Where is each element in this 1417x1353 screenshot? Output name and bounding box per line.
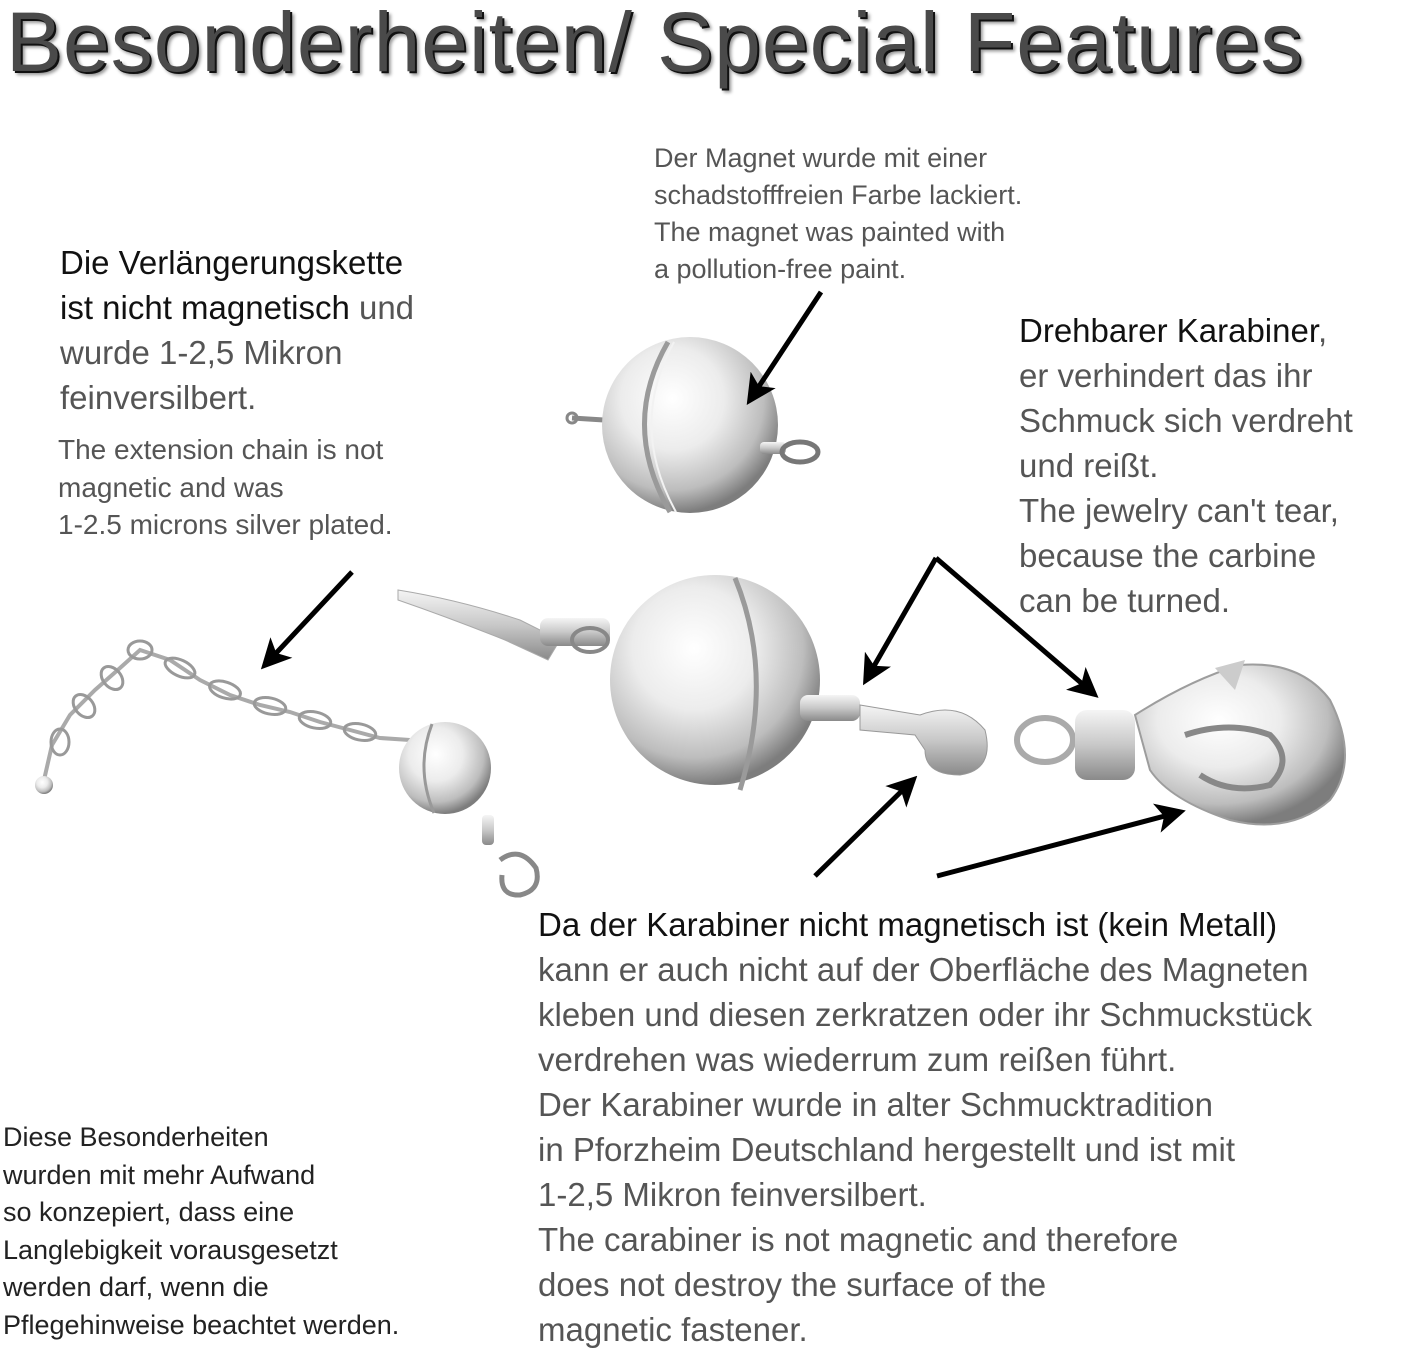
note-line: verdrehen was wiederrum zum reißen führt. xyxy=(538,1041,1177,1078)
note-line: Diese Besonderheiten xyxy=(3,1122,269,1152)
note-line: The magnet was painted with xyxy=(654,217,1006,247)
note-line: The extension chain is not xyxy=(58,434,384,465)
note-line: in Pforzheim Deutschland hergestellt und ist mit xyxy=(538,1131,1235,1168)
note-line: does not destroy the surface of the xyxy=(538,1266,1047,1303)
note-line: Schmuck sich verdreht xyxy=(1019,402,1353,439)
note-emphasis: ist nicht magnetisch xyxy=(60,289,350,326)
note-line: schadstofffreien Farbe lackiert. xyxy=(654,180,1023,210)
note-line: und reißt. xyxy=(1019,447,1159,484)
swivel-carabiner-note xyxy=(1019,308,1353,623)
note-line: Pflegehinweise beachtet werden. xyxy=(3,1309,400,1340)
note-line: feinversilbert. xyxy=(60,379,257,416)
note-line: so konzepiert, dass eine xyxy=(3,1197,295,1227)
note-line xyxy=(60,285,414,330)
extension-chain-icon xyxy=(35,641,537,895)
note-heading: Drehbarer Karabiner xyxy=(1019,312,1318,349)
extension-chain-note-en xyxy=(58,431,393,544)
note-line: wurden mit mehr Aufwand xyxy=(3,1159,316,1190)
arrow-magnet-paint xyxy=(750,292,821,400)
note-heading-line xyxy=(1019,308,1353,353)
arrow-carabiner-large xyxy=(937,812,1180,876)
lobster-claw-carabiner-icon xyxy=(1017,660,1345,825)
note-line: a pollution-free paint. xyxy=(654,254,907,284)
note-line: kleben und diesen zerkratzen oder ihr Schmuckstück xyxy=(538,996,1313,1033)
note-line: The carabiner is not magnetic and therefore xyxy=(538,1221,1179,1258)
note-line: 1-2.5 microns silver plated. xyxy=(58,509,393,540)
carabiner-nonmagnetic-note xyxy=(538,902,1312,1352)
note-line: magnetic and was xyxy=(58,471,284,503)
note-heading: Die Verlängerungskette xyxy=(60,244,404,281)
arrow-swivel-left xyxy=(866,558,936,680)
note-line: wurde 1-2,5 Mikron xyxy=(60,334,343,371)
magnetic-clasp-ball-icon xyxy=(567,337,818,513)
note-line: can be turned. xyxy=(1019,582,1230,619)
arrow-carabiner-small xyxy=(815,780,913,876)
note-line: kann er auch nicht auf der Oberfläche des Magneten xyxy=(538,951,1309,988)
note-heading-suffix: , xyxy=(1318,312,1328,349)
note-line: er verhindert das ihr xyxy=(1019,357,1313,394)
note-line: 1-2,5 Mikron feinversilbert. xyxy=(538,1176,927,1213)
care-note xyxy=(3,1119,399,1344)
note-line: magnetic fastener. xyxy=(538,1311,808,1348)
note-line: Der Karabiner wurde in alter Schmucktradition xyxy=(538,1086,1213,1123)
note-line: The jewelry can't tear, xyxy=(1019,492,1339,529)
note-text: und xyxy=(349,289,415,326)
note-line: Der Magnet wurde mit einer xyxy=(654,143,988,173)
magnet-paint-note xyxy=(654,140,1022,288)
note-line: Langlebigkeit vorausgesetzt xyxy=(3,1234,338,1265)
arrow-extension-chain xyxy=(265,572,352,665)
note-line: because the carbine xyxy=(1019,537,1317,574)
note-heading: Da der Karabiner nicht magnetisch ist (kein Metall) xyxy=(538,906,1278,943)
page-title: Besonderheiten/ Special Features xyxy=(6,0,1304,89)
extension-chain-note-de xyxy=(60,240,414,420)
note-line: werden darf, wenn die xyxy=(3,1272,269,1302)
